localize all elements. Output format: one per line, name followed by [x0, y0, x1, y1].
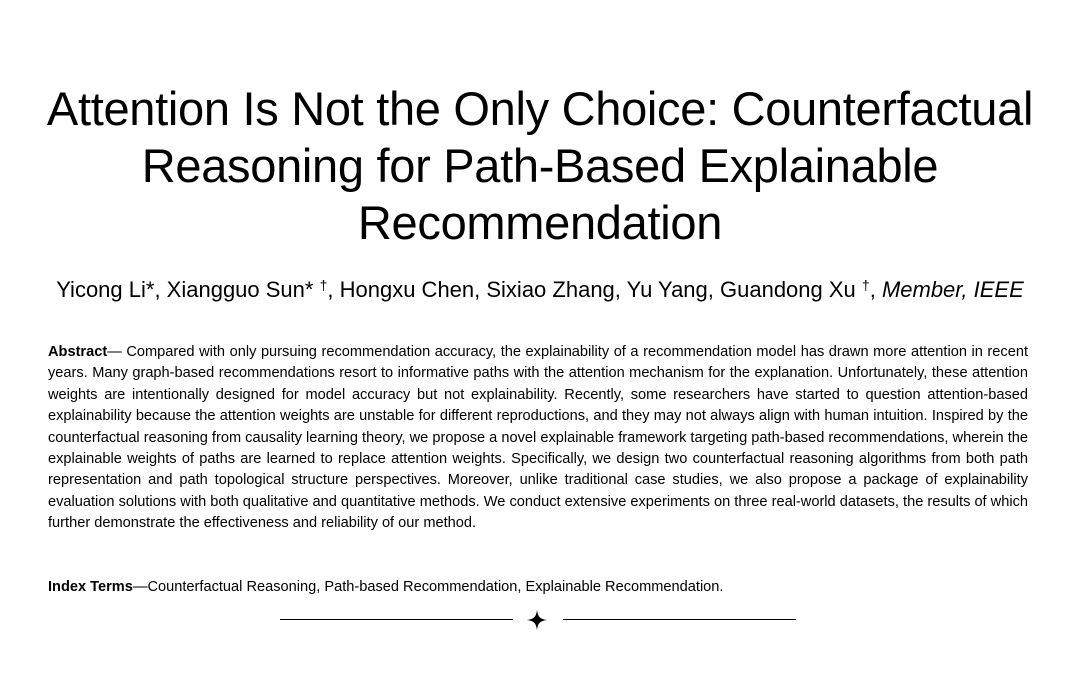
author-names-part1: Yicong Li*, Xiangguo Sun*	[56, 277, 314, 302]
index-terms-label: Index Terms	[48, 579, 133, 595]
index-terms-text: —Counterfactual Reasoning, Path-based Recommendation, Explainable Recommendation.	[132, 579, 724, 595]
abstract-label: Abstract	[48, 344, 108, 360]
title-line-2: Reasoning for Path-Based Explainable	[141, 139, 939, 192]
dagger-mark-2: †	[861, 277, 870, 293]
abstract-paragraph	[48, 342, 1028, 535]
dagger-mark-1: †	[319, 277, 328, 293]
section-divider	[280, 609, 800, 631]
paper-title	[0, 80, 1080, 251]
title-line-3: Recommendation	[357, 196, 723, 249]
author-names-part2: , Hongxu Chen, Sixiao Zhang, Yu Yang, Guandong Xu	[327, 277, 856, 302]
author-list	[0, 276, 1080, 304]
divider-line-left	[280, 619, 513, 620]
author-role: Member, IEEE	[881, 277, 1024, 302]
author-comma: ,	[869, 277, 882, 302]
title-line-1: Attention Is Not the Only Choice: Counterfactual	[46, 82, 1034, 135]
four-point-star-icon	[526, 609, 548, 631]
abstract-text: — Compared with only pursuing recommendation accuracy, the explainability of a recommendation model has drawn more attention in recent years. Many graph-based recommendations resort to informative paths with the attention mechanism for the explanation. Unfortunately, these attention weights are intentionally designed for model accuracy but not explainability. Recently, some researchers have started to question attention-based explainability because the attention weights are unstable for different reproductions, and they may not always align with human intuition. Inspired by the counterfactual reasoning from causality learning theory, we propose a novel explainable framework targeting path-based recommendations, wherein the explainable weights of paths are learned to replace attention weights. Specifically, we design two counterfactual reasoning algorithms from both path representation and path topological structure perspectives. Moreover, unlike traditional case studies, we also propose a package of explainability evaluation solutions with both qualitative and quantitative methods. We conduct extensive experiments on three real-world datasets, the results of which further demonstrate the effectiveness and reliability of our method.	[48, 344, 1028, 532]
divider-line-right	[563, 619, 796, 620]
index-terms-paragraph	[48, 577, 1028, 598]
